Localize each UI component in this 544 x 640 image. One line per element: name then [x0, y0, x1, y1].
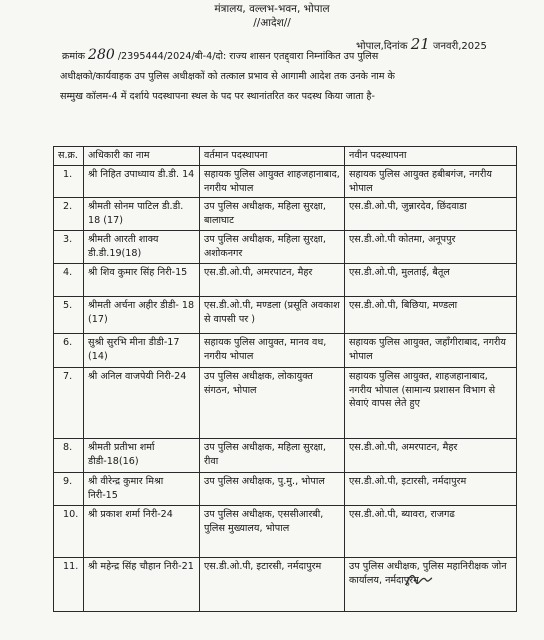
cell-sr: 5.	[54, 297, 84, 334]
cell-new: एस.डी.ओ.पी, बिछिया, मण्डला	[345, 297, 517, 334]
cell-sr: 10.	[54, 506, 84, 558]
order-text-1: /2395444/2024/बी-4/दो: राज्य शासन एतद्द्वारा निम्नांकित उप पुलिस	[117, 51, 379, 62]
order-prefix: क्रमांक	[62, 51, 85, 62]
cell-new: एस.डी.ओ.पी, इटारसी, नर्मदापुरम	[345, 473, 517, 506]
cell-name: श्रीमती सोनम पाटिल डी.डी. 18 (17)	[84, 198, 200, 231]
order-line-1	[62, 48, 514, 65]
cell-current: उप पुलिस अधीक्षक, महिला सुरक्षा, बालाघाट	[200, 198, 345, 231]
cell-current: उप पुलिस अधीक्षक, महिला सुरक्षा, अशोकनगर	[200, 231, 345, 264]
cell-sr: 3.	[54, 231, 84, 264]
cell-current: उप पुलिस अधीक्षक, लोकायुक्त संगठन, भोपाल	[200, 368, 345, 439]
table-row	[54, 439, 517, 473]
table-row	[54, 506, 517, 558]
ministry-header: मंत्रालय, वल्लभ-भवन, भोपाल	[214, 3, 330, 15]
cell-name: श्री वीरेन्द्र कुमार मिश्रा निरी-15	[84, 473, 200, 506]
cell-current: एस.डी.ओ.पी, इटारसी, नर्मदापुरम	[200, 558, 345, 612]
col-header-new: नवीन पदस्थापना	[345, 147, 517, 166]
col-header-sr: स.क्र.	[54, 147, 84, 166]
date-day: 21	[410, 35, 430, 53]
date-place: भोपाल,दिनांक	[356, 41, 408, 52]
cell-sr: 11.	[54, 558, 84, 612]
cell-current: उप पुलिस अधीक्षक, पु.मु., भोपाल	[200, 473, 345, 506]
cell-name: श्रीमती आरती शाक्य डी.डी.19(18)	[84, 231, 200, 264]
cell-new: एस.डी.ओ.पी कोतमा, अनूपपुर	[345, 231, 517, 264]
table-row	[54, 473, 517, 506]
cell-new: एस.डी.ओ.पी, जुन्नारदेव, छिंदवाडा	[345, 198, 517, 231]
cell-new: सहायक पुलिस आयुक्त, जहाँगीराबाद, नगरीय भोपाल	[345, 334, 517, 368]
table-row	[54, 368, 517, 439]
table-header-row	[54, 147, 517, 166]
cell-current: एस.डी.ओ.पी, मण्डला (प्रसूति अवकाश से वापसी पर )	[200, 297, 345, 334]
order-text-3: सम्मुख कॉलम-4 में दर्शाये पदस्थापना स्थल के पद पर स्थानांतरित कर पदस्थ किया जाता है-	[60, 91, 375, 102]
cell-sr: 2.	[54, 198, 84, 231]
cell-current: सहायक पुलिस आयुक्त शाहजहानाबाद, नगरीय भोपाल	[200, 166, 345, 198]
cell-sr: 1.	[54, 166, 84, 198]
cell-sr: 4.	[54, 264, 84, 297]
order-number: 280	[88, 47, 115, 63]
cell-current: सहायक पुलिस आयुक्त, मानव वध, नगरीय भोपाल	[200, 334, 345, 368]
signature-mark-icon	[404, 570, 434, 590]
cell-sr: 7.	[54, 368, 84, 439]
cell-name: श्री निहित उपाध्याय डी.डी. 14	[84, 166, 200, 198]
cell-sr: 8.	[54, 439, 84, 473]
cell-new: सहायक पुलिस आयुक्त हबीबगंज, नगरीय भोपाल	[345, 166, 517, 198]
table-row	[54, 198, 517, 231]
cell-name: श्रीमती प्रतीभा शर्मा डीडी-18(16)	[84, 439, 200, 473]
cell-new: एस.डी.ओ.पी, ब्यावरा, राजगढ	[345, 506, 517, 558]
date-month-year: जनवरी,2025	[433, 41, 487, 52]
cell-sr: 6.	[54, 334, 84, 368]
table-row	[54, 334, 517, 368]
cell-new: एस.डी.ओ.पी, मुलताई, बैतूल	[345, 264, 517, 297]
table-row	[54, 231, 517, 264]
cell-current: उप पुलिस अधीक्षक, महिला सुरक्षा, रीवा	[200, 439, 345, 473]
cell-name: श्री महेन्द्र सिंह चौहान निरी-21	[84, 558, 200, 612]
table-row	[54, 558, 517, 612]
cell-name: सुश्री सुरभि मीना डीडी-17 (14)	[84, 334, 200, 368]
cell-new: एस.डी.ओ.पी, अमरपाटन, मैहर	[345, 439, 517, 473]
order-heading: //आदेश//	[253, 17, 291, 29]
cell-new: सहायक पुलिस आयुक्त, शाहजहानाबाद, नगरीय भोपाल (सामान्य प्रशासन विभाग से सेवाएं वापस लेते हुए	[345, 368, 517, 439]
cell-name: श्रीमती अर्चना अहीर डीडी- 18 (17)	[84, 297, 200, 334]
col-header-current: वर्तमान पदस्थापना	[200, 147, 345, 166]
cell-sr: 9.	[54, 473, 84, 506]
cell-current: उप पुलिस अधीक्षक, एससीआरबी, पुलिस मुख्यालय, भोपाल	[200, 506, 345, 558]
order-text-2: अधीक्षको/कार्यवाहक उप पुलिस अधीक्षकों को तत्काल प्रभाव से आगामी आदेश तक उनके नाम के	[60, 71, 395, 82]
cell-current: एस.डी.ओ.पी, अमरपाटन, मैहर	[200, 264, 345, 297]
table-row	[54, 297, 517, 334]
transfer-table	[53, 146, 517, 612]
cell-name: श्री प्रकाश शर्मा निरी-24	[84, 506, 200, 558]
cell-name: श्री अनिल वाजपेयी निरी-24	[84, 368, 200, 439]
table-row	[54, 264, 517, 297]
col-header-name: अधिकारी का नाम	[84, 147, 200, 166]
table-row	[54, 166, 517, 198]
cell-name: श्री शिव कुमार सिंह निरी-15	[84, 264, 200, 297]
cell-new: उप पुलिस अधीक्षक, पुलिस महानिरीक्षक जोन कार्यालय, नर्मदापुरम	[345, 558, 517, 612]
